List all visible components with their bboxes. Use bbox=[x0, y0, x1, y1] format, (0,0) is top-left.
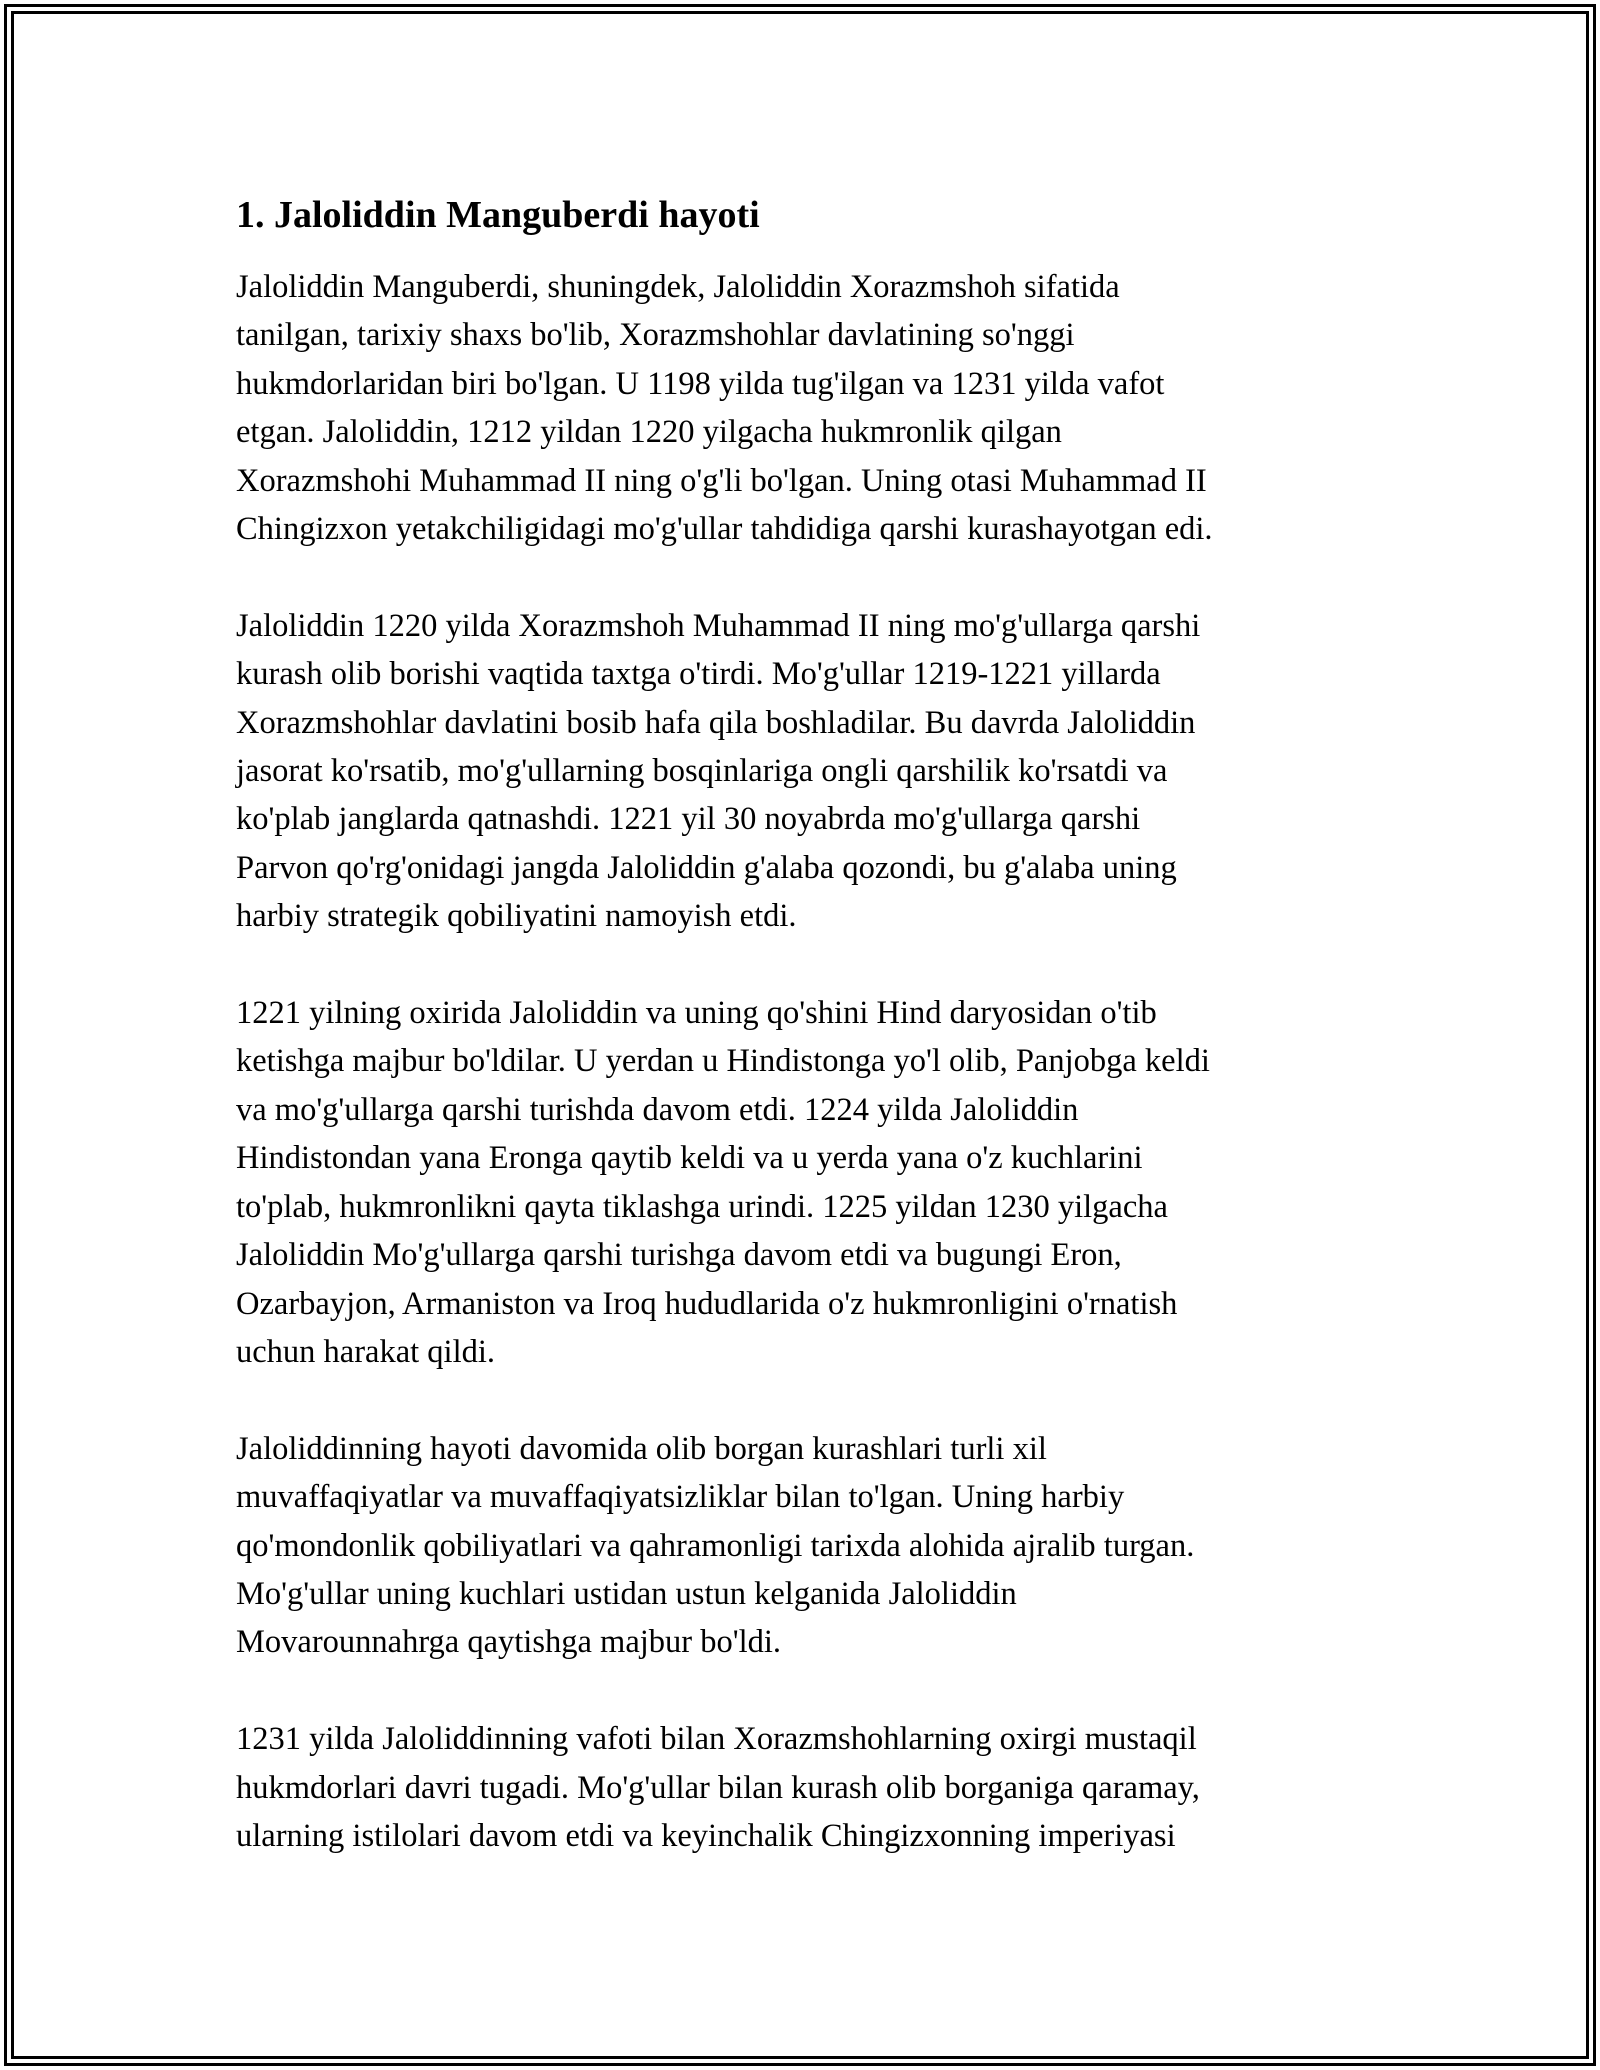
paragraph-line: Jaloliddin Mo'g'ullarga qarshi turishga davom etdi va bugungi Eron, bbox=[236, 1237, 1122, 1274]
paragraph-line: jasorat ko'rsatib, mo'g'ullarning bosqinlariga ongli qarshilik ko'rsatdi va bbox=[236, 753, 1168, 790]
paragraph-line: Movarounnahrga qaytishga majbur bo'ldi. bbox=[236, 1624, 782, 1661]
paragraph-line: etgan. Jaloliddin, 1212 yildan 1220 yilgacha hukmronlik qilgan bbox=[236, 414, 1062, 451]
paragraph-line: to'plab, hukmronlikni qayta tiklashga urindi. 1225 yildan 1230 yilgacha bbox=[236, 1188, 1168, 1225]
paragraph-line: ularning istilolari davom etdi va keyinchalik Chingizxonning imperiyasi bbox=[236, 1817, 1176, 1854]
paragraph-line: hukmdorlaridan biri bo'lgan. U 1198 yilda tug'ilgan va 1231 yilda vafot bbox=[236, 365, 1165, 402]
paragraph-line: va mo'g'ullarga qarshi turishda davom etdi. 1224 yilda Jaloliddin bbox=[236, 1091, 1079, 1128]
paragraph-line: uchun harakat qildi. bbox=[236, 1333, 496, 1370]
paragraph-line: Chingizxon yetakchiligidagi mo'g'ullar tahdidiga qarshi kurashayotgan edi. bbox=[236, 511, 1213, 548]
section-heading: 1. Jaloliddin Manguberdi hayoti bbox=[236, 194, 760, 236]
paragraph-line: Xorazmshohi Muhammad II ning o'g'li bo'lgan. Uning otasi Muhammad II bbox=[236, 462, 1207, 499]
paragraph bbox=[236, 602, 1366, 941]
paragraph-line: harbiy strategik qobiliyatini namoyish etdi. bbox=[236, 898, 797, 935]
paragraph-line: ko'plab janglarda qatnashdi. 1221 yil 30 noyabrda mo'g'ullarga qarshi bbox=[236, 801, 1141, 838]
paragraph bbox=[236, 1715, 1366, 1860]
paragraph-line: tanilgan, tarixiy shaxs bo'lib, Xorazmshohlar davlatining so'nggi bbox=[236, 317, 1075, 354]
paragraph-line: 1221 yilning oxirida Jaloliddin va uning qo'shini Hind daryosidan o'tib bbox=[236, 995, 1157, 1032]
paragraph bbox=[236, 989, 1366, 1376]
paragraph-line: kurash olib borishi vaqtida taxtga o'tirdi. Mo'g'ullar 1219-1221 yillarda bbox=[236, 656, 1161, 693]
paragraph-line: muvaffaqiyatlar va muvaffaqiyatsizliklar bilan to'lgan. Uning harbiy bbox=[236, 1479, 1125, 1516]
paragraph-line: Xorazmshohlar davlatini bosib hafa qila boshladilar. Bu davrda Jaloliddin bbox=[236, 704, 1196, 741]
paragraph-line: qo'mondonlik qobiliyatlari va qahramonligi tarixda alohida ajralib turgan. bbox=[236, 1527, 1195, 1564]
paragraph-line: Mo'g'ullar uning kuchlari ustidan ustun kelganida Jaloliddin bbox=[236, 1575, 1017, 1612]
paragraph-line: hukmdorlari davri tugadi. Mo'g'ullar bilan kurash olib borganiga qaramay, bbox=[236, 1769, 1200, 1806]
paragraph-line: 1231 yilda Jaloliddinning vafoti bilan Xorazmshohlarning oxirgi mustaqil bbox=[236, 1721, 1197, 1758]
paragraph-line: Jaloliddin Manguberdi, shuningdek, Jaloliddin Xorazmshoh sifatida bbox=[236, 269, 1120, 305]
paragraph-list bbox=[236, 263, 1366, 1860]
paragraph-line: Jaloliddinning hayoti davomida olib borgan kurashlari turli xil bbox=[236, 1430, 1047, 1467]
paragraph-line: Hindistondan yana Eronga qaytib keldi va u yerda yana o'z kuchlarini bbox=[236, 1140, 1143, 1177]
paragraph bbox=[236, 1425, 1366, 1667]
paragraph-line: ketishga majbur bo'ldilar. U yerdan u Hindistonga yo'l olib, Panjobga keldi bbox=[236, 1043, 1210, 1080]
paragraph bbox=[236, 263, 1366, 553]
paragraph-line: Jaloliddin 1220 yilda Xorazmshoh Muhammad II ning mo'g'ullarga qarshi bbox=[236, 607, 1201, 644]
paragraph-line: Parvon qo'rg'onidagi jangda Jaloliddin g'alaba qozondi, bu g'alaba uning bbox=[236, 849, 1177, 886]
document-body bbox=[236, 185, 1366, 1860]
paragraph-line: Ozarbayjon, Armaniston va Iroq hududlarida o'z hukmronligini o'rnatish bbox=[236, 1285, 1178, 1322]
